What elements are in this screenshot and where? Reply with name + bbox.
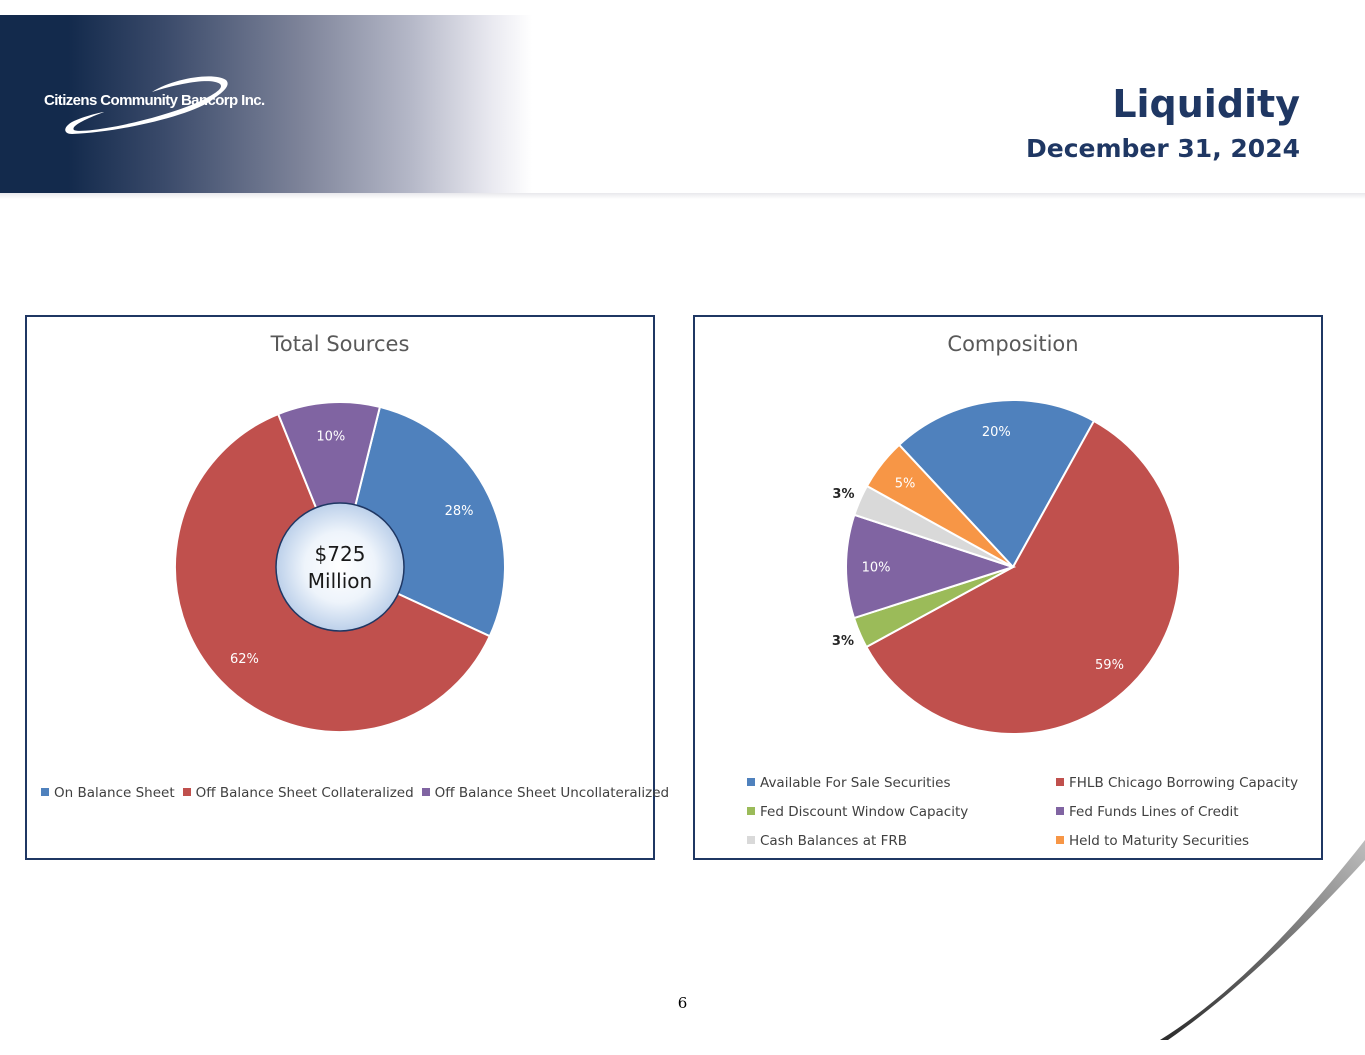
- legend-label: Fed Discount Window Capacity: [760, 804, 969, 820]
- legend-swatch: [747, 836, 755, 844]
- company-logo: [44, 72, 304, 142]
- legend-swatch: [747, 807, 755, 815]
- data-label-held-to-maturity-securities: 5%: [894, 476, 916, 492]
- center-label-line-2: Million: [307, 569, 373, 593]
- legend-swatch: [183, 788, 191, 796]
- center-total-badge: [276, 503, 404, 631]
- data-label-off-balance-sheet-uncollateralized: 10%: [316, 429, 346, 445]
- chart-title: Composition: [947, 332, 1079, 356]
- header-divider: [0, 193, 1365, 199]
- legend-label: Cash Balances at FRB: [760, 833, 908, 849]
- page-subtitle: December 31, 2024: [1026, 134, 1300, 163]
- legend-label: Fed Funds Lines of Credit: [1069, 804, 1239, 820]
- page-number: 6: [677, 994, 688, 1012]
- legend-item-fhlb-chicago-borrowing-capacity: [1056, 775, 1298, 791]
- data-label-on-balance-sheet: 28%: [444, 503, 474, 519]
- data-label-available-for-sale-securities: 20%: [981, 425, 1011, 441]
- page-title: Liquidity: [1112, 82, 1300, 126]
- data-label-off-balance-sheet-collateralized: 62%: [229, 652, 259, 668]
- legend-item-available-for-sale-securities: [747, 775, 951, 791]
- legend-swatch: [747, 778, 755, 786]
- total-sources-pie-chart: [27, 317, 653, 858]
- center-label-line-1: $725: [314, 542, 366, 566]
- page-curl-decoration: [1160, 840, 1365, 1040]
- legend-label: FHLB Chicago Borrowing Capacity: [1069, 775, 1299, 791]
- legend-label: Off Balance Sheet Collateralized: [195, 785, 414, 801]
- legend-item-off-balance-sheet-collateralized: [183, 785, 414, 801]
- total-sources-chart-panel: [25, 315, 670, 860]
- composition-chart-panel: [693, 315, 1323, 860]
- legend-swatch: [1056, 778, 1064, 786]
- legend-label: Off Balance Sheet Uncollateralized: [434, 785, 670, 801]
- legend-item-off-balance-sheet-uncollateralized: [422, 785, 669, 801]
- data-label-cash-balances-at-frb: 3%: [832, 486, 855, 502]
- legend-item-on-balance-sheet: [41, 785, 175, 801]
- legend-swatch: [41, 788, 49, 796]
- legend-label: On Balance Sheet: [54, 785, 175, 801]
- data-label-fed-funds-lines-of-credit: 10%: [861, 560, 891, 576]
- data-label-fhlb-chicago-borrowing-capacity: 59%: [1095, 658, 1124, 674]
- chart-title: Total Sources: [270, 332, 410, 356]
- legend-label: Held to Maturity Securities: [1069, 833, 1250, 849]
- legend-swatch: [422, 788, 430, 796]
- legend-swatch: [1056, 836, 1064, 844]
- legend-item-cash-balances-at-frb: [747, 833, 907, 849]
- legend-item-fed-funds-lines-of-credit: [1056, 804, 1239, 820]
- data-label-fed-discount-window-capacity: 3%: [831, 633, 854, 649]
- legend-item-fed-discount-window-capacity: [747, 804, 968, 820]
- legend-label: Available For Sale Securities: [760, 775, 951, 791]
- company-name: Citizens Community Bancorp Inc.: [44, 92, 265, 109]
- legend-swatch: [1056, 807, 1064, 815]
- total-sources-legend: [41, 785, 670, 801]
